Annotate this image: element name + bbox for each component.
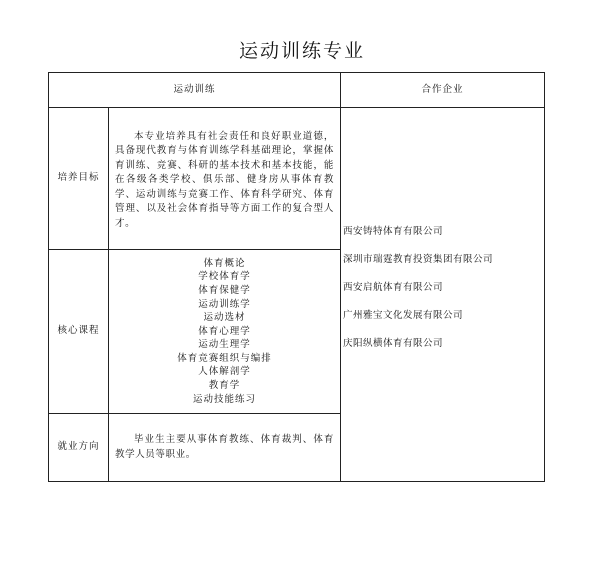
course-item: 人体解剖学: [198, 366, 251, 378]
course-item: 运动生理学: [198, 339, 251, 351]
training-goal-text: 本专业培养具有社会责任和良好职业道德，具备现代教育与体育训练学科基础理论，掌握体育训练、竞赛、科研的基本技术和基本技能，能在各级各类学校、俱乐部、健身房从事体育教学、运动训练与竞赛工作、体育科学研究、体育管理、以及社会体育指导等方面工作的复合型人才。: [109, 108, 341, 250]
career-direction-text: 毕业生主要从事体育教练、体育裁判、体育教学人员等职业。: [109, 414, 341, 482]
partner-item: 庆阳纵横体育有限公司: [343, 337, 444, 349]
partner-list: [341, 108, 545, 482]
label-core-courses: 核心课程: [49, 250, 109, 414]
label-training-goal: 培养目标: [49, 108, 109, 250]
course-item: 体育概论: [203, 257, 246, 269]
course-item: 运动技能练习: [192, 393, 256, 405]
partner-item: 西安启航体育有限公司: [343, 281, 444, 293]
partner-item: 广州雅宝文化发展有限公司: [343, 309, 464, 321]
major-info-table: [48, 72, 545, 482]
course-item: 学校体育学: [198, 271, 251, 283]
label-career-direction: 就业方向: [49, 414, 109, 482]
partner-item: 深圳市瑞霆教育投资集团有限公司: [343, 253, 494, 265]
core-course-list: [109, 250, 341, 414]
course-item: 教育学: [208, 380, 241, 392]
partner-item: 西安铸特体育有限公司: [343, 225, 444, 237]
header-partners: 合作企业: [341, 73, 545, 108]
page-title: 运动训练专业: [238, 40, 365, 62]
header-major: 运动训练: [49, 73, 341, 108]
course-item: 运动训练学: [198, 298, 251, 310]
course-item: 体育竞赛组织与编排: [177, 352, 272, 364]
course-item: 体育保健学: [198, 284, 251, 296]
course-item: 运动选材: [203, 312, 246, 324]
course-item: 体育心理学: [198, 325, 251, 337]
